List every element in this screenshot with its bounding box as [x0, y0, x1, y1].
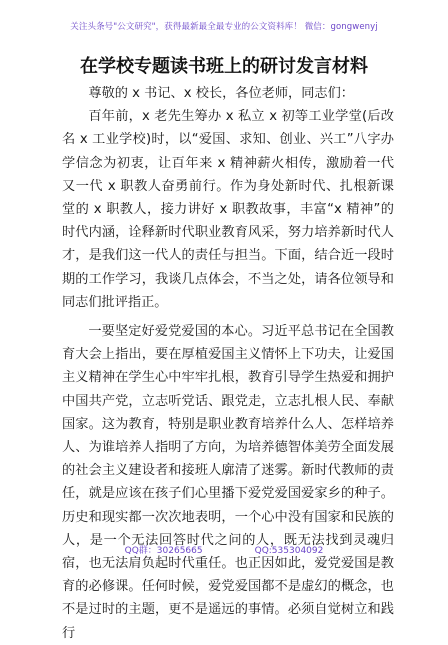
- body-paragraph: 一要坚定好爱党爱国的本心。习近平总书记在全国教育大会上指出，要在厚植爱国主义情怀上下功夫，让爱国主义精神在学生心中牢牢扎根，教育引导学生热爱和拥护中国共产党，立志听党话、跟党走，立志扎根人民、奉献国家。这为教育，特别是职业教育培养什么人、怎样培养人、为谁培养人指明了方向，为培养德智体美劳全面发展的社会主义建设者和接班人廓清了迷雾。新时代教师的责任，就是应该在孩子们心里播下爱党爱国爱家乡的种子。历史和现实都一次次地表明，一个心中没有国家和民族的人，是一个无法回答时代之问的人，既无法找到灵魂归宿，也无法肩负起时代重任。也正因如此，爱党爱国是教育的必修课。任何时候，爱党爱国都不是虚幻的概念，也不是过时的主题，更不是遥远的事情。必须自觉树立和践行: [62, 324, 394, 641]
- contact-footer: [0, 543, 448, 556]
- salutation: 尊敬的 x 书记、x 校长，各位老师，同志们：: [88, 86, 354, 101]
- document-title: 在学校专题读书班上的研讨发言材料: [80, 56, 368, 77]
- qq-group-number: QQ群：30265665: [124, 546, 203, 556]
- qq-number: QQ:535304092: [254, 546, 324, 556]
- document-body: [62, 82, 394, 645]
- body-paragraph: 百年前，x 老先生筹办 x 私立 x 初等工业学堂(后改名 x 工业学校)时，以“爱国、求知、创业、兴工”八字办学信念为初衷，让百年来 x 精神薪火相传，激励着一代又一代 x 职教人奋勇前行。作为身处新时代、扎根新课堂的 x 职教人，接力讲好 x 职教故事，丰富“x 精神”的时代内涵，诠释新时代职业教育风采，努力培养新时代人才，是我们这一代人的责任与担当。下面，结合近一段时期的工作学习，我谈几点体会，不当之处，请各位领导和同志们批评指正。: [62, 109, 394, 310]
- promo-banner: 关注头条号"公文研究"，获得最新最全最专业的公文资料库！ 微信：gongwenyj: [70, 22, 378, 32]
